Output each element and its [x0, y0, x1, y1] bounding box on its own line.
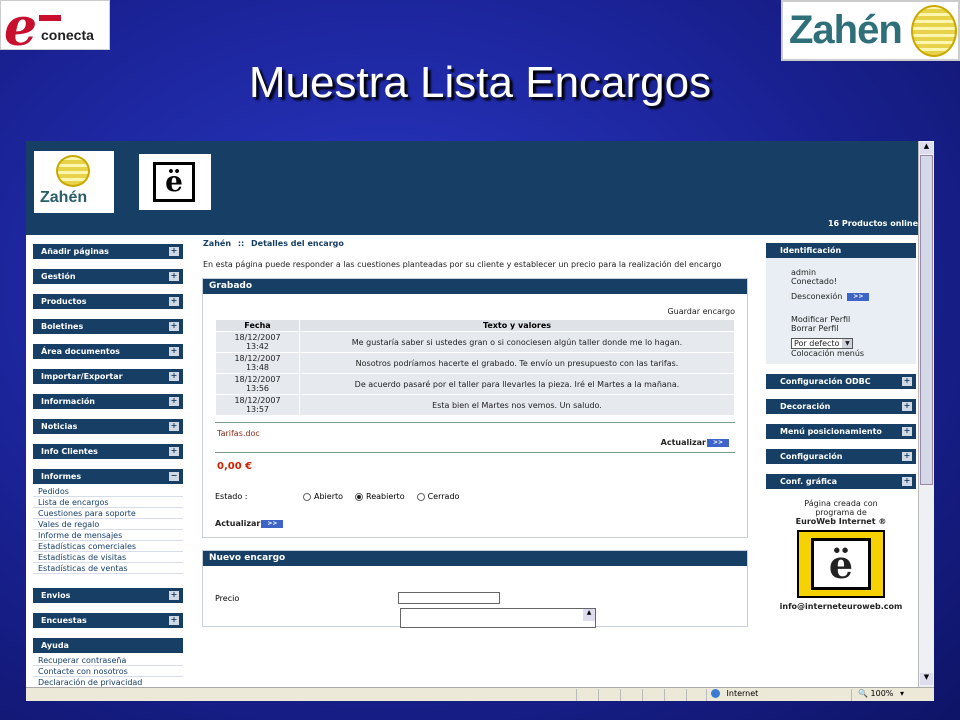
menu-anadir-paginas[interactable] [33, 244, 183, 259]
radio-label: Reabierto [366, 492, 405, 501]
menu-label: Info Clientes [41, 447, 98, 456]
globe-icon [56, 155, 90, 187]
expand-icon[interactable]: + [170, 371, 178, 380]
menu-position-label: Colocación menús [791, 349, 865, 358]
disconnect-row [791, 292, 916, 301]
menu-ayuda[interactable] [33, 638, 183, 653]
username: admin [791, 268, 817, 277]
arrow-right-icon[interactable]: >> [707, 439, 729, 447]
main-content [202, 239, 748, 627]
arrow-right-icon[interactable]: >> [261, 520, 283, 528]
table-row [216, 353, 735, 374]
table-row [216, 374, 735, 395]
submenu-item[interactable]: Declaración de privacidad [33, 677, 183, 688]
expand-icon[interactable]: + [170, 321, 178, 330]
menu-label: Gestión [41, 272, 76, 281]
menu-label: Productos [41, 297, 87, 306]
disconnect-button[interactable] [846, 293, 869, 301]
internet-globe-icon [711, 689, 720, 698]
table-row [216, 395, 735, 416]
submenu-item[interactable]: Contacte con nosotros [33, 666, 183, 677]
identification-box [766, 258, 916, 364]
column-header-date: Fecha [216, 320, 300, 332]
credit-line: programa de [815, 508, 867, 517]
credit-line: Página creada con [804, 499, 878, 508]
euroweb-e-icon: ë [811, 538, 871, 590]
status-update-row [215, 519, 735, 529]
browser-statusbar [26, 687, 934, 701]
menu-label: Menú posicionamiento [780, 427, 882, 436]
status-cell [576, 689, 598, 701]
econecta-logo-dash [39, 15, 61, 21]
submenu-item[interactable]: Informe de mensajes [33, 530, 183, 541]
scroll-up-icon[interactable]: ▲ [920, 142, 933, 154]
status-cell [620, 689, 642, 701]
menu-label: Información [41, 397, 96, 406]
chevron-down-icon[interactable]: ▾ [899, 689, 904, 698]
expand-icon[interactable]: + [170, 271, 178, 280]
order-price: 0,00 € [217, 461, 253, 472]
submenu-item[interactable]: Lista de encargos [33, 497, 183, 508]
expand-icon[interactable]: + [170, 446, 178, 455]
row-time: 13:56 [245, 384, 270, 393]
intro-text: En esta página puede responder a las cuestiones planteadas por su cliente y establecer un precio para la realización del encargo [203, 260, 722, 269]
row-text: De acuerdo pasaré por el taller para llevarles la pieza. Iré el Martes a la mañana. [300, 374, 735, 395]
econecta-logo-letter: e [4, 0, 38, 58]
update-label: Actualizar [215, 519, 261, 528]
update-row [215, 438, 729, 448]
breadcrumb [203, 239, 748, 248]
menu-label: Añadir páginas [41, 247, 109, 256]
expand-icon[interactable]: + [170, 396, 178, 405]
expand-icon[interactable]: + [170, 246, 178, 255]
vertical-scrollbar[interactable] [918, 141, 934, 687]
status-cell [642, 689, 664, 701]
collapse-icon[interactable]: − [170, 471, 178, 480]
menu-encuestas[interactable] [33, 613, 183, 628]
site-logo-zahen [34, 151, 114, 213]
row-text: Esta bien el Martes nos vemos. Un saludo. [300, 395, 735, 416]
nuevo-encargo-panel [202, 550, 748, 627]
ayuda-submenu [33, 655, 183, 688]
dropdown-value: Por defecto [794, 339, 840, 348]
expand-icon[interactable]: + [903, 426, 911, 435]
menu-posicionamiento[interactable] [766, 424, 916, 439]
expand-icon[interactable]: + [170, 421, 178, 430]
expand-icon[interactable]: + [170, 615, 178, 624]
zoom-icon: 🔍 [858, 689, 868, 698]
menu-label: Noticias [41, 422, 78, 431]
menu-decoracion[interactable] [766, 399, 916, 414]
status-group [215, 492, 735, 501]
menu-area-documentos[interactable] [33, 344, 183, 359]
zoom-cell[interactable] [851, 689, 931, 701]
row-date: 18/12/2007 [234, 375, 281, 384]
row-date: 18/12/2007 [234, 333, 281, 342]
row-text: Nosotros podríamos hacerte el grabado. Te envío un presupuesto con las tarifas. [300, 353, 735, 374]
column-header-text: Texto y valores [300, 320, 735, 332]
radio-cerrado[interactable] [417, 493, 425, 501]
scroll-down-icon[interactable]: ▼ [920, 673, 933, 685]
menu-conf-grafica[interactable] [766, 474, 916, 489]
status-cell [686, 689, 706, 701]
euroweb-logo-large[interactable] [797, 530, 885, 598]
row-datetime [216, 395, 300, 416]
identification-header [766, 243, 916, 258]
expand-icon[interactable]: + [903, 376, 911, 385]
save-order-link[interactable]: Guardar encargo [667, 307, 735, 316]
divider [215, 452, 735, 453]
arrow-right-icon[interactable]: >> [847, 293, 869, 301]
submenu-item[interactable]: Estadísticas de visitas [33, 552, 183, 563]
expand-icon[interactable]: + [903, 476, 911, 485]
credits [766, 499, 916, 611]
menu-productos[interactable] [33, 294, 183, 309]
menu-configuracion-odbc[interactable] [766, 374, 916, 389]
radio-label: Cerrado [427, 492, 460, 501]
zoom-level: 100% [870, 689, 894, 698]
zone-label: Internet [726, 689, 759, 698]
grabado-body [203, 294, 747, 537]
expand-icon[interactable]: + [903, 451, 911, 460]
menu-noticias[interactable] [33, 419, 183, 434]
status-label: Estado : [215, 492, 248, 501]
expand-icon[interactable]: + [170, 346, 178, 355]
row-datetime [216, 332, 300, 353]
status-cell [598, 689, 620, 701]
menu-label: Encuestas [41, 616, 87, 625]
econecta-logo [0, 0, 110, 58]
identification-label: Identificación [780, 246, 842, 255]
update-button[interactable] [661, 438, 729, 447]
menu-label: Ayuda [41, 641, 69, 650]
grabado-title: Grabado [203, 279, 747, 294]
menu-label: Boletines [41, 322, 84, 331]
products-online-count: 16 Productos online [827, 219, 918, 228]
price-input[interactable] [398, 592, 500, 604]
globe-icon [911, 5, 957, 57]
price-row [215, 592, 735, 604]
row-datetime [216, 353, 300, 374]
zahen-logo-text: Zahén [789, 8, 902, 52]
submenu-item[interactable]: Recuperar contraseña [33, 655, 183, 666]
attachment-link[interactable]: Tarifas.doc [217, 429, 260, 438]
menu-position-dropdown[interactable] [791, 338, 853, 349]
menu-importar-exportar[interactable] [33, 369, 183, 384]
price-label: Precio [215, 593, 240, 603]
menu-label: Configuración [780, 452, 843, 461]
expand-icon[interactable]: + [903, 401, 911, 410]
scroll-up-icon[interactable]: ▲ [583, 609, 595, 621]
row-text: Me gustaría saber si ustedes gran o si conociesen algún taller donde me lo hagan. [300, 332, 735, 353]
radio-abierto[interactable] [303, 493, 311, 501]
menu-label: Informes [41, 472, 82, 481]
menu-label: Conf. gráfica [780, 477, 838, 486]
messages-table [215, 319, 735, 416]
left-menu [33, 244, 183, 696]
menu-position-select[interactable] [791, 338, 916, 349]
row-date: 18/12/2007 [234, 354, 281, 363]
breadcrumb-separator: :: [237, 239, 245, 248]
radio-label: Abierto [314, 492, 344, 501]
connection-status: Conectado! [791, 277, 838, 286]
row-time: 13:42 [245, 342, 270, 351]
row-date: 18/12/2007 [234, 396, 281, 405]
submenu-item[interactable]: Pedidos [33, 486, 183, 497]
submenu-item[interactable]: Estadísticas comerciales [33, 541, 183, 552]
row-datetime [216, 374, 300, 395]
menu-label: Envios [41, 591, 71, 600]
menu-boletines[interactable] [33, 319, 183, 334]
delete-profile-link[interactable]: Borrar Perfil [791, 324, 839, 333]
expand-icon[interactable]: + [170, 590, 178, 599]
nuevo-encargo-body [203, 566, 747, 626]
menu-label: Área documentos [41, 347, 120, 356]
breadcrumb-current: Detalles del encargo [251, 239, 344, 248]
zone-cell [706, 689, 851, 701]
status-cell [664, 689, 686, 701]
euroweb-e-icon: ë [153, 162, 195, 202]
update-status-button[interactable] [215, 519, 283, 528]
submenu-item[interactable]: Cuestiones para soporte [33, 508, 183, 519]
modify-profile-link[interactable]: Modificar Perfil [791, 315, 851, 324]
right-menu [766, 243, 916, 611]
credit-brand: EuroWeb Internet ® [795, 517, 887, 526]
divider [215, 422, 735, 423]
row-time: 13:57 [245, 405, 270, 414]
grabado-panel [202, 278, 748, 538]
menu-informacion[interactable] [33, 394, 183, 409]
menu-label: Importar/Exportar [41, 372, 123, 381]
table-row [216, 332, 735, 353]
chevron-down-icon[interactable]: ▼ [842, 339, 852, 348]
menu-label: Decoración [780, 402, 831, 411]
site-logo-text: Zahén [40, 189, 88, 206]
econecta-logo-text: conecta [41, 27, 94, 43]
menu-gestion[interactable] [33, 269, 183, 284]
euroweb-logo [136, 151, 214, 213]
disconnect-link[interactable]: Desconexión [791, 292, 843, 301]
screenshot-window [26, 141, 934, 701]
menu-info-clientes[interactable] [33, 444, 183, 459]
site-header [26, 141, 918, 235]
menu-envios[interactable] [33, 588, 183, 603]
radio-reabierto[interactable] [355, 493, 363, 501]
informes-submenu [33, 486, 183, 574]
update-label: Actualizar [660, 438, 706, 447]
expand-icon[interactable]: + [170, 296, 178, 305]
menu-informes[interactable] [33, 469, 183, 484]
row-time: 13:48 [245, 363, 270, 372]
nuevo-encargo-title: Nuevo encargo [203, 551, 747, 566]
zahen-logo [781, 0, 960, 61]
slide-title: Muestra Lista Encargos [248, 58, 712, 107]
submenu-item[interactable]: Estadísticas de ventas [33, 563, 183, 574]
submenu-item[interactable]: Vales de regalo [33, 519, 183, 530]
menu-configuracion[interactable] [766, 449, 916, 464]
contact-email[interactable]: info@interneteuroweb.com [779, 602, 903, 611]
description-textarea[interactable] [400, 608, 596, 628]
scrollbar-thumb[interactable] [920, 155, 933, 485]
breadcrumb-home[interactable]: Zahén [203, 239, 232, 248]
menu-label: Configuración ODBC [780, 377, 871, 386]
